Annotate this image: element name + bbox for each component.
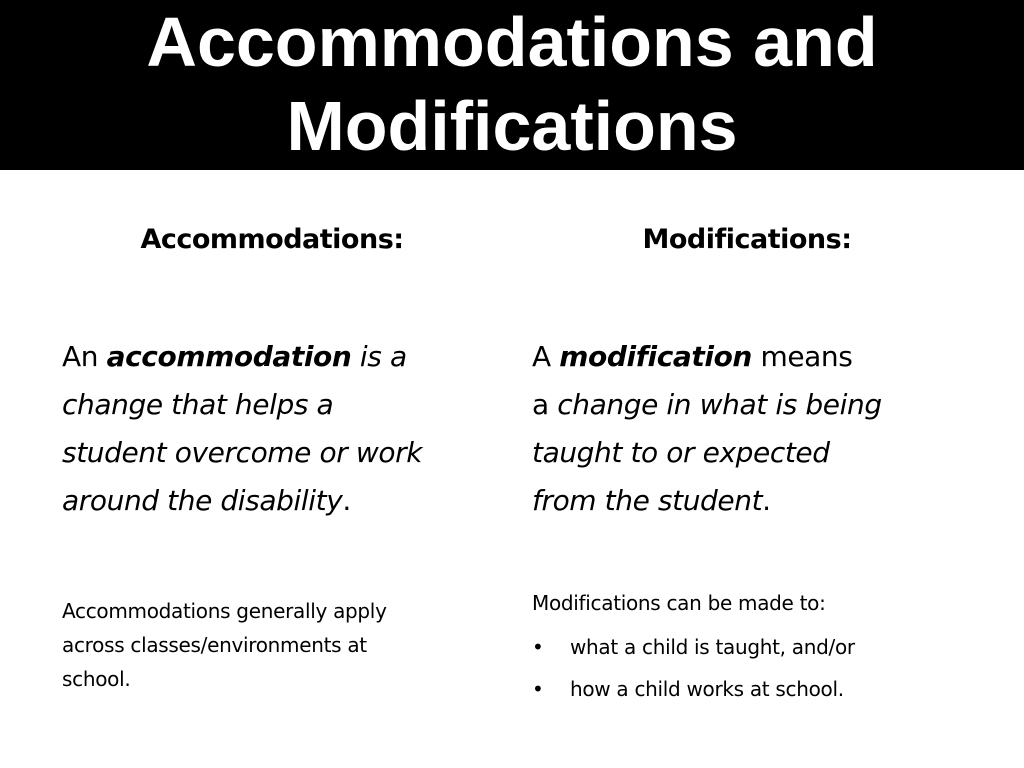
bullet-icon: • [532,635,544,659]
definition-text: from the student [532,484,763,517]
modifications-intro: Modifications can be made to: [532,591,826,615]
list-item-text: what a child is taught, and/or [570,635,855,659]
bullet-icon: • [532,677,544,701]
definition-text: An [62,340,107,373]
definition-text: means [751,340,853,373]
modification-definition-line-3: taught to or expected [532,436,830,469]
slide-title [0,0,1024,168]
slide-title-line-2: Modifications [286,87,738,165]
definition-text: change in what is being [557,388,882,421]
accommodations-note-line-2: across classes/environments at [62,633,367,657]
accommodation-term: accommodation [106,340,352,373]
list-item-text: how a child works at school. [570,677,844,701]
modifications-list [532,626,972,710]
accommodation-definition [62,333,502,525]
accommodations-note-line-3: school. [62,667,131,691]
modification-definition-line-2 [532,381,972,429]
definition-text: a [532,388,558,421]
definition-text: is a [351,340,407,373]
list-item [532,626,972,668]
modifications-heading: Modifications: [642,224,852,255]
definition-period: . [342,484,351,517]
modification-definition-line-4 [532,477,972,525]
definition-text: A [532,340,560,373]
definition-text: around the disability [62,484,343,517]
accommodation-definition-line-3: student overcome or work [62,436,423,469]
accommodation-definition-line-2: change that helps a [62,388,334,421]
accommodations-heading: Accommodations: [140,224,404,255]
modification-term: modification [559,340,752,373]
slide-title-line-1: Accommodations and [146,3,878,81]
accommodation-definition-line-4 [62,477,502,525]
accommodations-note [62,594,482,696]
modification-definition [532,333,972,525]
accommodations-note-line-1: Accommodations generally apply [62,599,387,623]
accommodation-definition-line-1 [62,333,502,381]
list-item [532,668,972,710]
modification-definition-line-1 [532,333,972,381]
definition-period: . [762,484,771,517]
